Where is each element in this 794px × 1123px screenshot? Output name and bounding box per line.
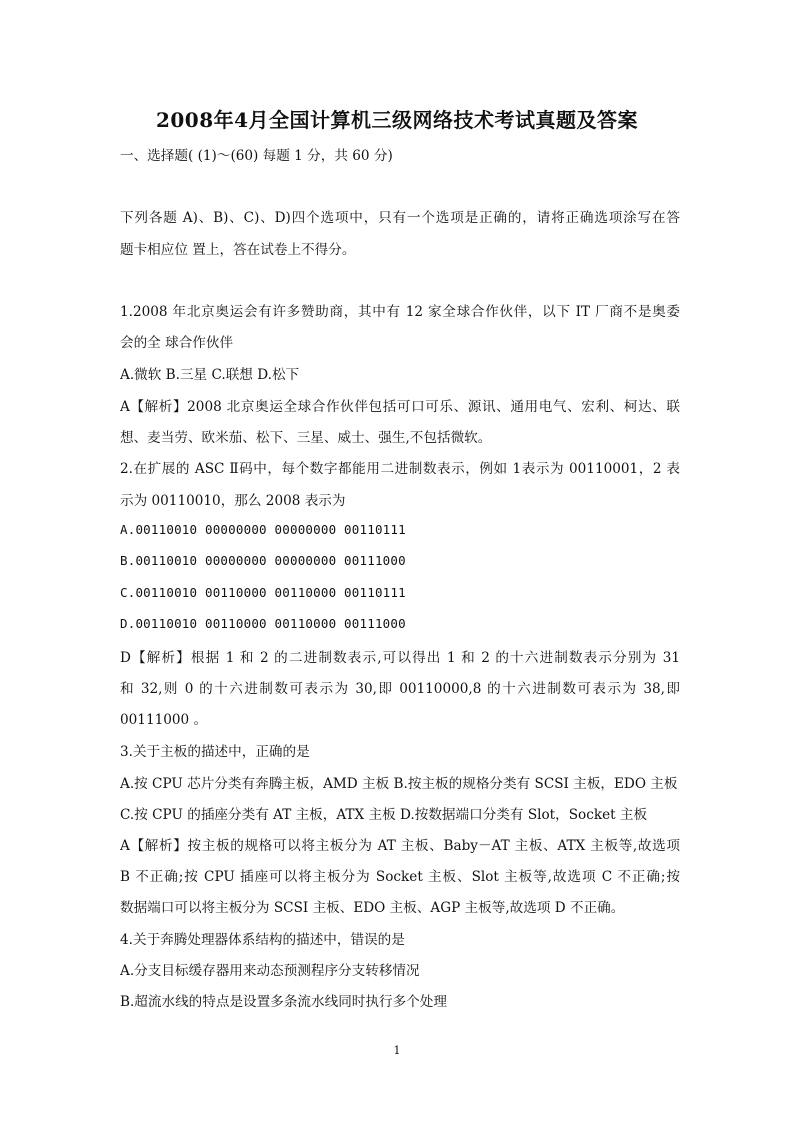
q1-stem-line-2: 会的全 球合作伙伴	[120, 335, 234, 351]
q2-analysis-line-3: 00111000 。	[120, 712, 208, 728]
q3-analysis-line-1: A【解析】按主板的规格可以将主板分为 AT 主板、Baby－AT 主板、ATX 主板等,故选项	[120, 838, 680, 854]
q2-stem-line-2: 示为 00110010，那么 2008 表示为	[120, 493, 346, 509]
q1-options: A.微软 B.三星 C.联想 D.松下	[120, 367, 300, 383]
q1-analysis-line-2: 想、麦当劳、欧米茄、松下、三星、威士、强生,不包括微软。	[120, 430, 492, 446]
q2-option-d: D.00110010 00110000 00110000 00111000	[120, 616, 406, 631]
instructions-line-1: 下列各题 A)、B)、C)、D)四个选项中，只有一个选项是正确的，请将正确选项涂写在答	[120, 210, 680, 226]
q3-stem: 3.关于主板的描述中，正确的是	[120, 744, 310, 760]
instructions-line-2: 题卡相应位 置上，答在试卷上不得分。	[120, 242, 356, 258]
page-number: 1	[393, 1044, 401, 1057]
q2-stem-line-1: 2.在扩展的 ASC Ⅱ码中，每个数字都能用二进制数表示，例如 1表示为 00110001，2 表	[120, 461, 680, 477]
q1-analysis-line-1: A【解析】2008 北京奥运全球合作伙伴包括可口可乐、源讯、通用电气、宏利、柯达、联	[120, 399, 680, 415]
q2-option-c: C.00110010 00110000 00110000 00110111	[120, 585, 406, 600]
q2-analysis-line-2: 和 32,则 0 的十六进制数可表示为 30,即 00110000,8 的十六进制数可表示为 38,即	[120, 681, 680, 697]
q2-option-b: B.00110010 00000000 00000000 00111000	[120, 553, 406, 568]
q4-option-a: A.分支目标缓存器用来动态预测程序分支转移情况	[120, 963, 420, 979]
q2-analysis-line-1: D【解析】根据 1 和 2 的二进制数表示,可以得出 1 和 2 的十六进制数表示分别为 31	[120, 650, 680, 666]
q4-stem: 4.关于奔腾处理器体系结构的描述中，错误的是	[120, 932, 405, 948]
q4-option-b: B.超流水线的特点是设置多条流水线同时执行多个处理	[120, 994, 447, 1010]
q3-option-line-1: A.按 CPU 芯片分类有奔腾主板，AMD 主板 B.按主板的规格分类有 SCSI 主板，EDO 主板	[120, 776, 678, 792]
q1-stem-line-1: 1.2008 年北京奥运会有许多赞助商，其中有 12 家全球合作伙伴，以下 IT 厂商不是奥委	[120, 304, 680, 320]
document-title: 2008年4月全国计算机三级网络技术考试真题及答案	[155, 108, 639, 132]
section-heading: 一、选择题( (1)～(60) 每题 1 分，共 60 分)	[120, 148, 393, 164]
q3-analysis-line-2: B 不正确;按 CPU 插座可以将主板分为 Socket 主板、Slot 主板等,故选项 C 不正确;按	[120, 869, 680, 885]
q3-option-line-2: C.按 CPU 的插座分类有 AT 主板，ATX 主板 D.按数据端口分类有 Slot，Socket 主板	[120, 807, 648, 823]
q2-option-a: A.00110010 00000000 00000000 00110111	[120, 522, 406, 537]
q3-analysis-line-3: 数据端口可以将主板分为 SCSI 主板、EDO 主板、AGP 主板等,故选项 D 不正确。	[120, 900, 625, 916]
